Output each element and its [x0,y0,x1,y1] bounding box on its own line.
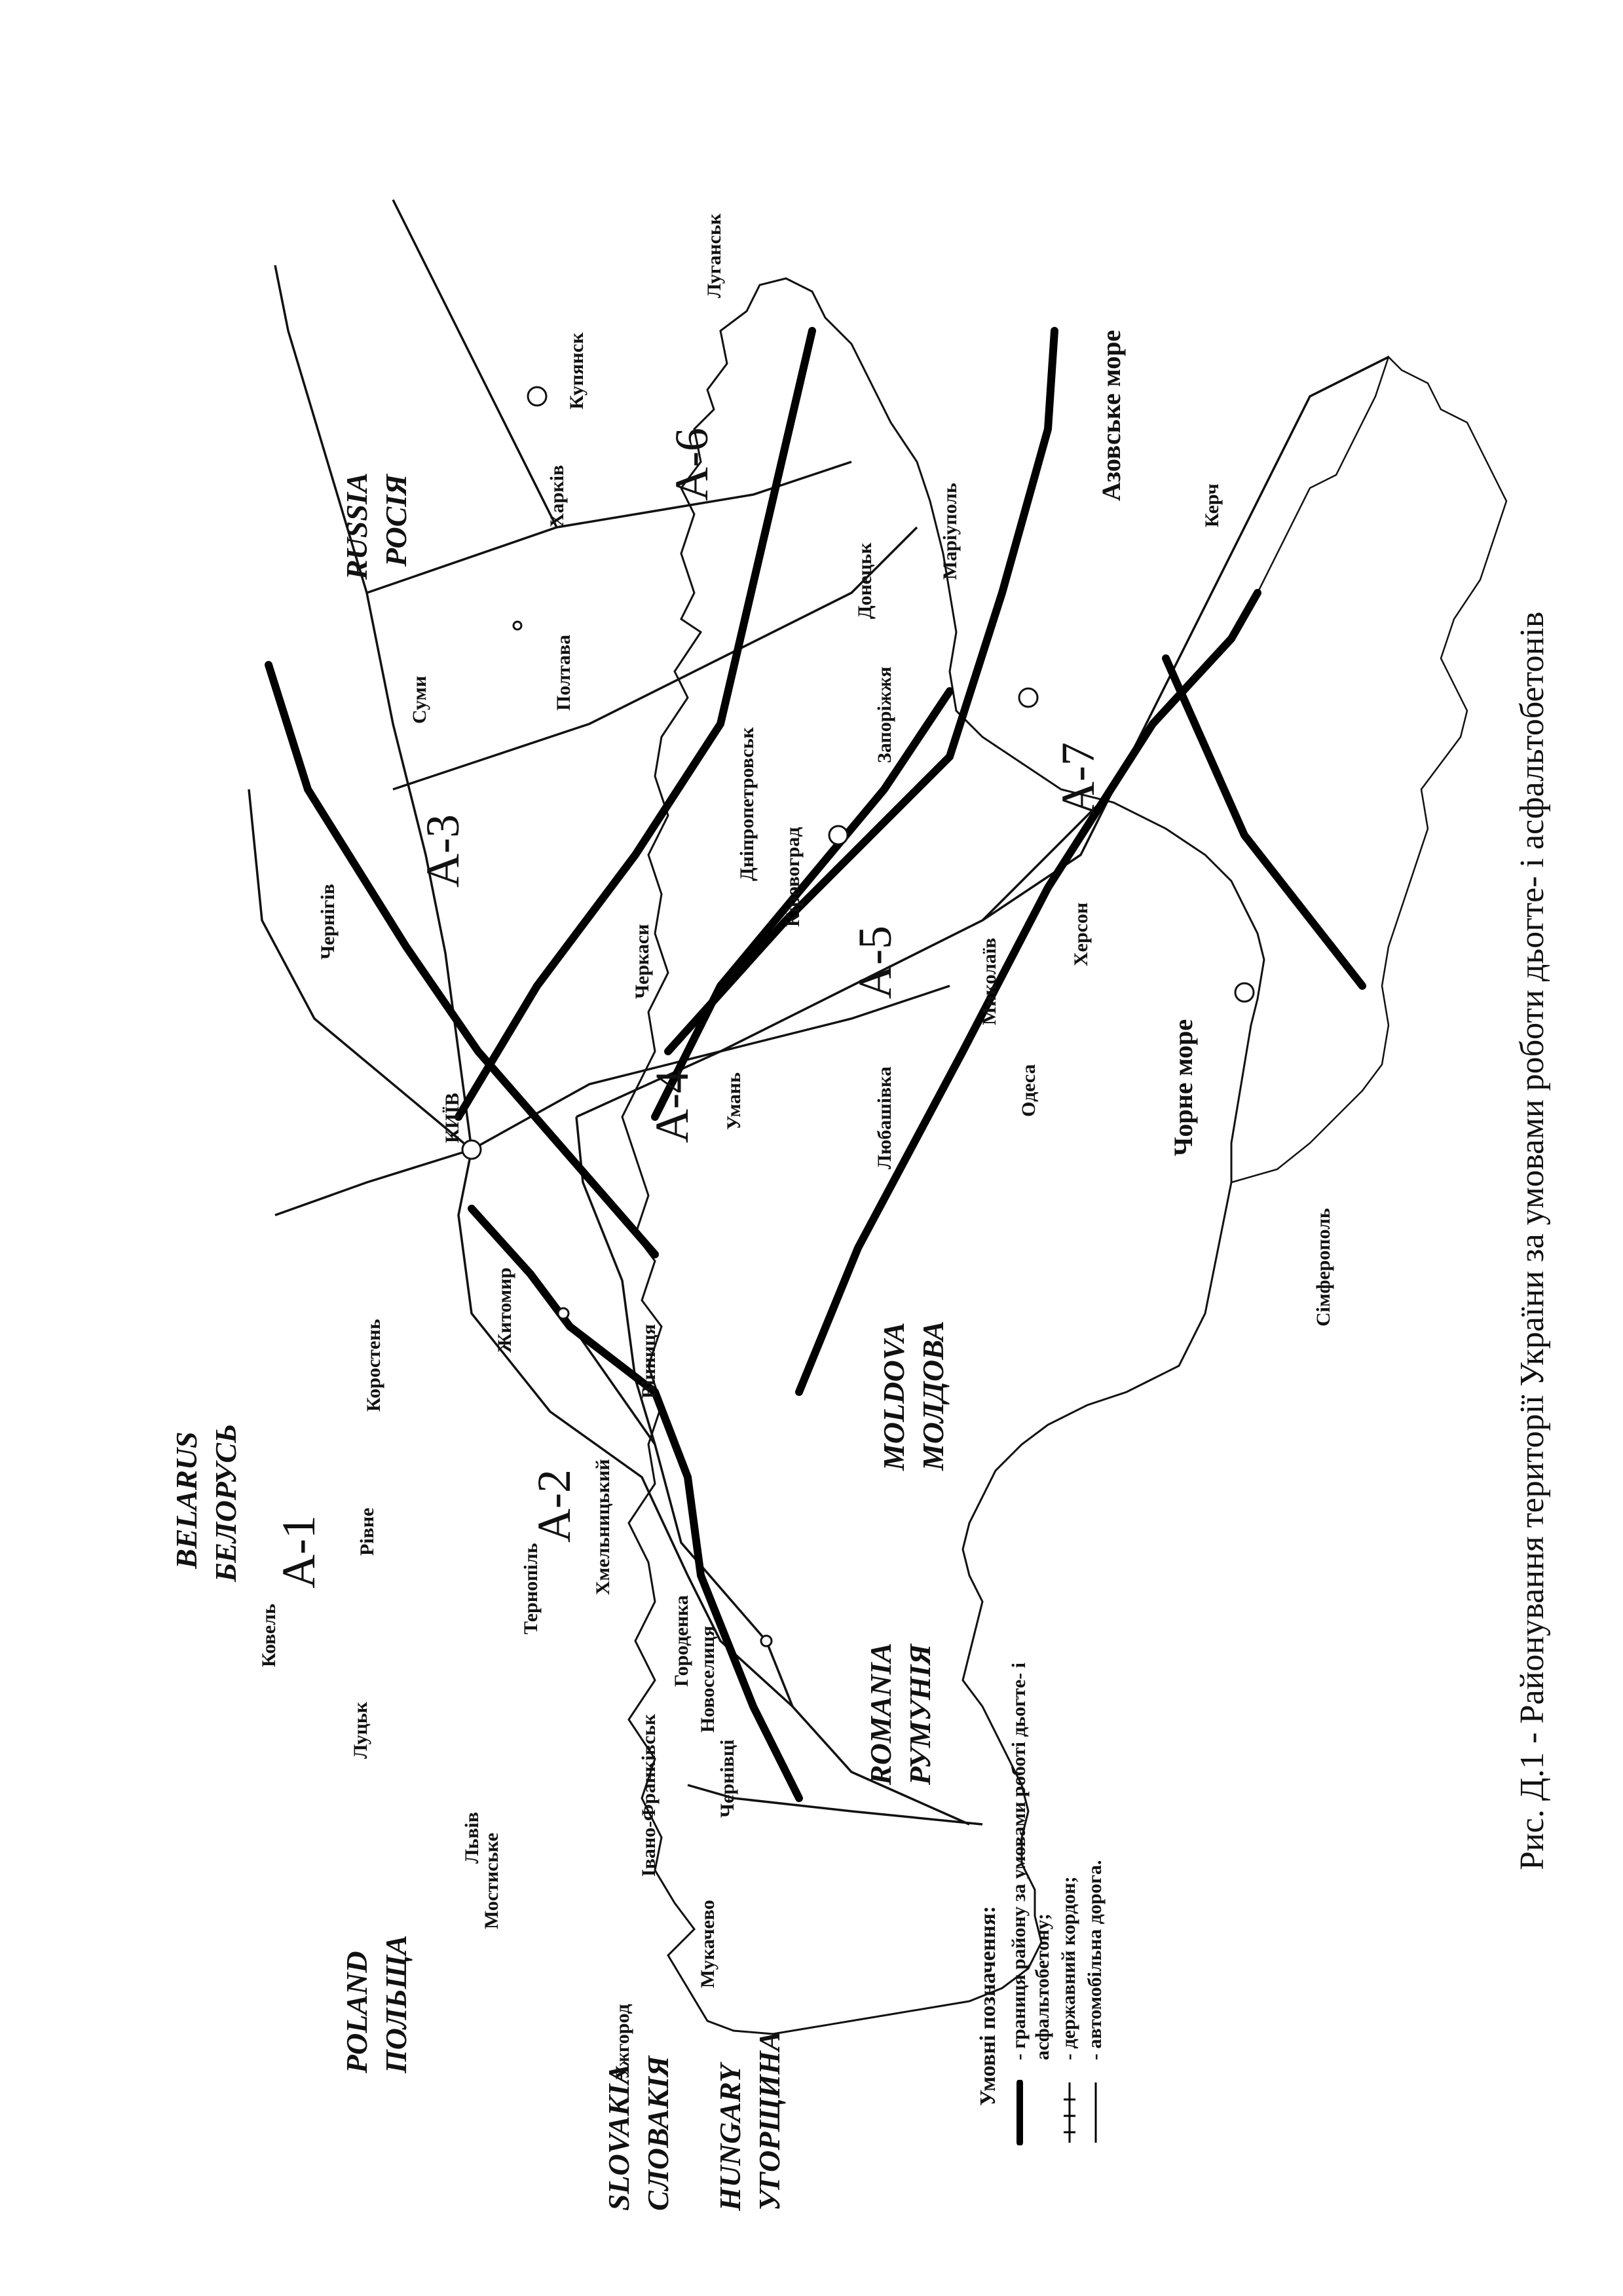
city-sumy: Суми [409,675,430,724]
sea-azov: Азовське море [1096,329,1126,501]
road-network [249,200,1389,1824]
kyiv-marker [462,1140,481,1159]
city-dnipro: Дніпропетровськ [736,727,758,881]
state-border-symbol-icon [1061,2080,1078,2145]
city-chernivtsi: Чернівці [717,1739,738,1818]
donetsk-marker [1019,688,1037,707]
country-russia-uk: РОСІЯ [379,474,413,567]
country-belarus-en: BELARUS [170,1431,203,1569]
city-mykolaiv: Миколаїв [979,937,1000,1025]
legend-text: - державний кордон; [1058,1876,1079,2060]
coastline [1231,357,1506,1182]
city-khmelnytskyi: Хмельницький [592,1459,614,1595]
city-kyiv: КИЇВ [441,1093,463,1143]
odesa-marker [1235,983,1254,1002]
city-luhansk: Луганськ [703,214,725,298]
legend-text: - автомобільна дорога. [1084,1860,1106,2060]
city-kirovohrad: Кіровоград [782,827,804,927]
city-vinnytsia: Вінниця [638,1324,660,1399]
city-odesa: Одеса [1018,1064,1039,1117]
city-mariupol: Маріуполь [939,483,961,580]
zone-boundary [269,665,655,1254]
zone-label-a5: А-5 [849,926,901,999]
city-cherkasy: Черкаси [631,924,653,999]
city-mostyske: Мостиське [481,1832,502,1929]
city-chernihiv: Чернігів [317,884,339,960]
country-romania-uk: РУМУНІЯ [903,1644,937,1785]
kharkiv-marker [528,387,546,405]
zone-label-a4: А-4 [646,1070,698,1143]
sea-black: Чорне море [1168,1019,1198,1156]
zone-boundaries [269,331,1362,1798]
city-ternopil: Тернопіль [520,1543,542,1634]
city-zhytomyr: Житомир [494,1267,515,1353]
legend-item-zone-boundary [1007,1608,1054,2145]
country-moldova-uk: МОЛДОВА [916,1321,950,1471]
city-rivne: Рівне [356,1507,378,1556]
city-poltava: Полтава [553,634,574,711]
city-korosten: Коростень [363,1319,384,1412]
country-slovakia-en: SLOVAKIA [602,2063,635,2211]
country-hungary-en: HUNGARY [713,2063,747,2211]
city-lyubashivka: Любашівка [874,1066,895,1169]
zone-label-a3: А-3 [417,814,469,888]
country-poland-uk: ПОЛЬЩА [379,1934,413,2073]
city-uman: Умань [723,1072,745,1130]
map-legend [976,1608,1110,2145]
city-lviv: Львів [461,1812,483,1864]
zone-boundary [458,331,812,1117]
city-zaporizhzhia: Запоріжжя [874,666,895,763]
city-kupiansk: Купянск [566,332,588,409]
city-kerch: Керч [1201,483,1223,527]
country-belarus-uk: БЕЛОРУСЬ [209,1423,242,1582]
legend-item-road [1083,1608,1107,2145]
legend-title: Умовні позначення: [976,1906,1000,2106]
zone-label-a1: А-1 [272,1515,325,1589]
city-kherson: Херсон [1070,902,1092,966]
city-uzhhorod: Ужгород [612,2004,633,2080]
city-kharkiv: Харків [546,464,568,527]
city-novoselytsia: Новоселиця [697,1625,718,1733]
road [275,1150,472,1215]
country-slovakia-uk: СЛОВАКІЯ [641,2056,675,2211]
city-horodenka: Городенка [671,1595,692,1687]
city-mukachevo: Мукачево [697,1900,718,1988]
city-marker [513,622,521,630]
country-hungary-uk: УГОРЩИНА [753,2031,786,2211]
road-symbol-icon [1087,2080,1104,2145]
city-marker [558,1308,569,1319]
zone-boundary-symbol-icon [1011,2080,1028,2145]
legend-text: - границя району за умовами роботі дьогте- і асфальтобетону; [1008,1662,1053,2060]
figure-caption: Рис. Д.1 - Районування території України за умовами роботи дьогте- і асфальтобетонів [1514,611,1551,1870]
city-ivano-frankivsk: Івано-Франківськ [638,1714,660,1877]
zone-label-a2: А-2 [528,1469,580,1543]
road [393,527,917,789]
country-moldova-en: MOLDOVA [877,1322,910,1471]
road [393,200,557,527]
city-simferopol: Сімферополь [1313,1208,1334,1327]
country-romania-en: ROMANIA [864,1642,897,1785]
zone-label-a6: А-6 [665,428,718,501]
legend-item-state-border [1057,1608,1081,2145]
city-kovel: Ковель [258,1604,280,1667]
city-donetsk: Донецьк [854,542,876,619]
road [275,265,472,1150]
road [458,1150,793,1706]
country-poland-en: POLAND [340,1951,373,2073]
zone-label-a7: А-7 [1052,742,1104,816]
dnipro-marker [829,826,848,844]
city-marker [761,1636,772,1646]
country-russia-en: RUSSIA [340,472,373,580]
zone-boundary [1166,658,1362,986]
city-lutsk: Луцьк [350,1701,371,1759]
